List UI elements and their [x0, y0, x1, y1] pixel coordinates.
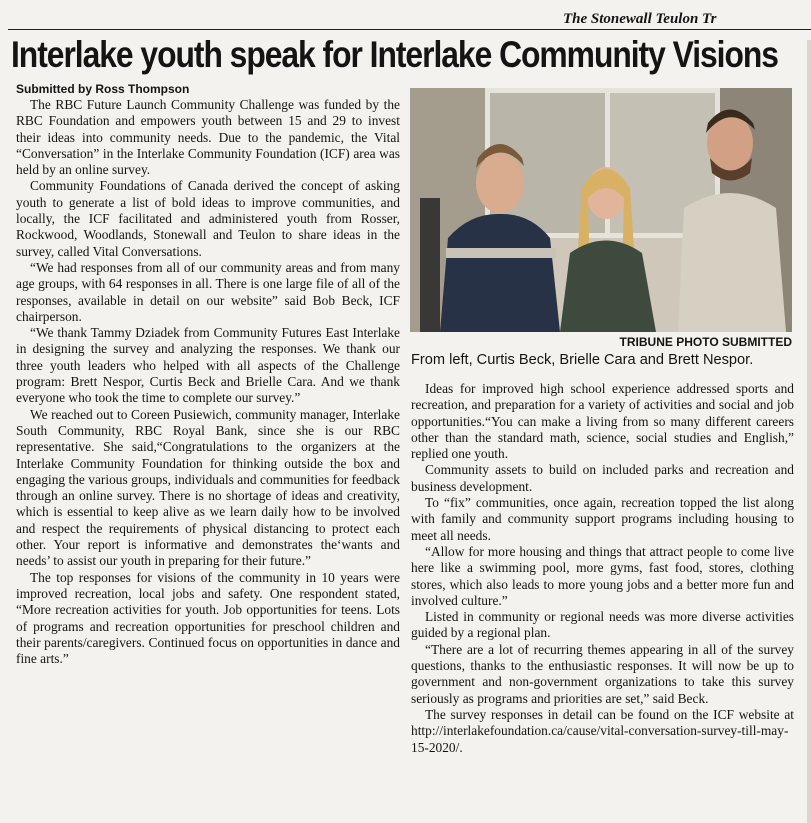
article-right-column	[411, 381, 794, 756]
paragraph: The RBC Future Launch Community Challenge was funded by the RBC Foundation and empowers youth between 15 and 29 to invest their ideas into community needs. Due to the pandemic, the Vital “Conversation” in the Interlake Community Foundation (ICF) area was held by an online survey.	[16, 97, 400, 178]
article-left-column	[16, 97, 400, 667]
paragraph: We reached out to Coreen Pusiewich, community manager, Interlake South Community, RBC Royal Bank, since she is our RBC representative. She said,“Congratulations to the organizers at the Interlake Community Foundation for thinking outside the box and engaging the various groups, individuals and communities for feedback through an online survey. There is no shortage of ideas and creativity, which is essential to keep alive as we learn daily how to be involved and respect the requirements of physical distancing to protect each other. Your report is informative and demonstrates the‘wants and needs’ to assist our youth in preparing for their future.”	[16, 406, 400, 569]
masthead-rule	[8, 29, 811, 30]
paragraph: Community Foundations of Canada derived the concept of asking youth to generate a list of bold ideas to improve communities, and locally, the ICF facilitated and administered youth from Rosser, Rockwood, Woodlands, Stonewall and Teulon to share ideas in the survey, called Vital Conversations.	[16, 178, 400, 259]
paragraph: The top responses for visions of the community in 10 years were improved recreation, local jobs and safety. One respondent stated, “More recreation activities for youth. Job opportunities for teens. Lots of programs and recreation opportunities for preschool children and their parents/caregivers. Continued focus on opportunities in dance and fine arts.”	[16, 569, 400, 667]
page-edge-shadow	[807, 40, 811, 823]
paragraph: “We had responses from all of our community areas and from many age groups, with 64 responses in all. There is one large file of all of the responses, available in detail on our website” said Bob Beck, ICF chairperson.	[16, 259, 400, 324]
paragraph: “We thank Tammy Dziadek from Community Futures East Interlake in designing the survey and analyzing the responses. We thank our three youth leaders who helped with all aspects of the Challenge program: Brett Nespor, Curtis Beck and Brielle Cara. And we thank everyone who took the time to complete our survey.”	[16, 325, 400, 406]
newspaper-masthead: The Stonewall Teulon Tr	[563, 11, 717, 27]
article-headline: Interlake youth speak for Interlake Community Visions	[11, 34, 778, 75]
paragraph: To “fix” communities, once again, recreation topped the list along with family and community support programs including housing to meet all needs.	[411, 495, 794, 543]
paragraph: Community assets to build on included parks and recreation and business development.	[411, 462, 794, 494]
photo-credit: TRIBUNE PHOTO SUBMITTED	[619, 335, 792, 349]
photo-caption: From left, Curtis Beck, Brielle Cara and Brett Nespor.	[411, 352, 754, 368]
paragraph: Listed in community or regional needs was more diverse activities guided by a regional plan.	[411, 609, 794, 641]
paragraph: The survey responses in detail can be found on the ICF website at http://interlakefoundation.ca/cause/vital-conversation-survey-till-may-15-2020/.	[411, 706, 794, 755]
paragraph: Ideas for improved high school experience addressed sports and recreation, and preparation for a variety of activities and social and job opportunities.“You can make a living from so many different careers other than the standard math, science, social studies and English,” replied one youth.	[411, 381, 794, 462]
article-byline: Submitted by Ross Thompson	[16, 82, 190, 96]
paragraph: “There are a lot of recurring themes appearing in all of the survey questions, thanks to the enthusiastic responses. It will now be up to government and non-government organizations to take this survey seriously as programs and priorities are set,” said Beck.	[411, 641, 794, 706]
photo-illustration	[410, 88, 792, 332]
paragraph: “Allow for more housing and things that attract people to come live here like a swimming pool, more gyms, fast food, stores, clothing stores, which also leads to more young jobs and a better more fun and involved culture.”	[411, 543, 794, 608]
article-photo	[410, 88, 792, 332]
